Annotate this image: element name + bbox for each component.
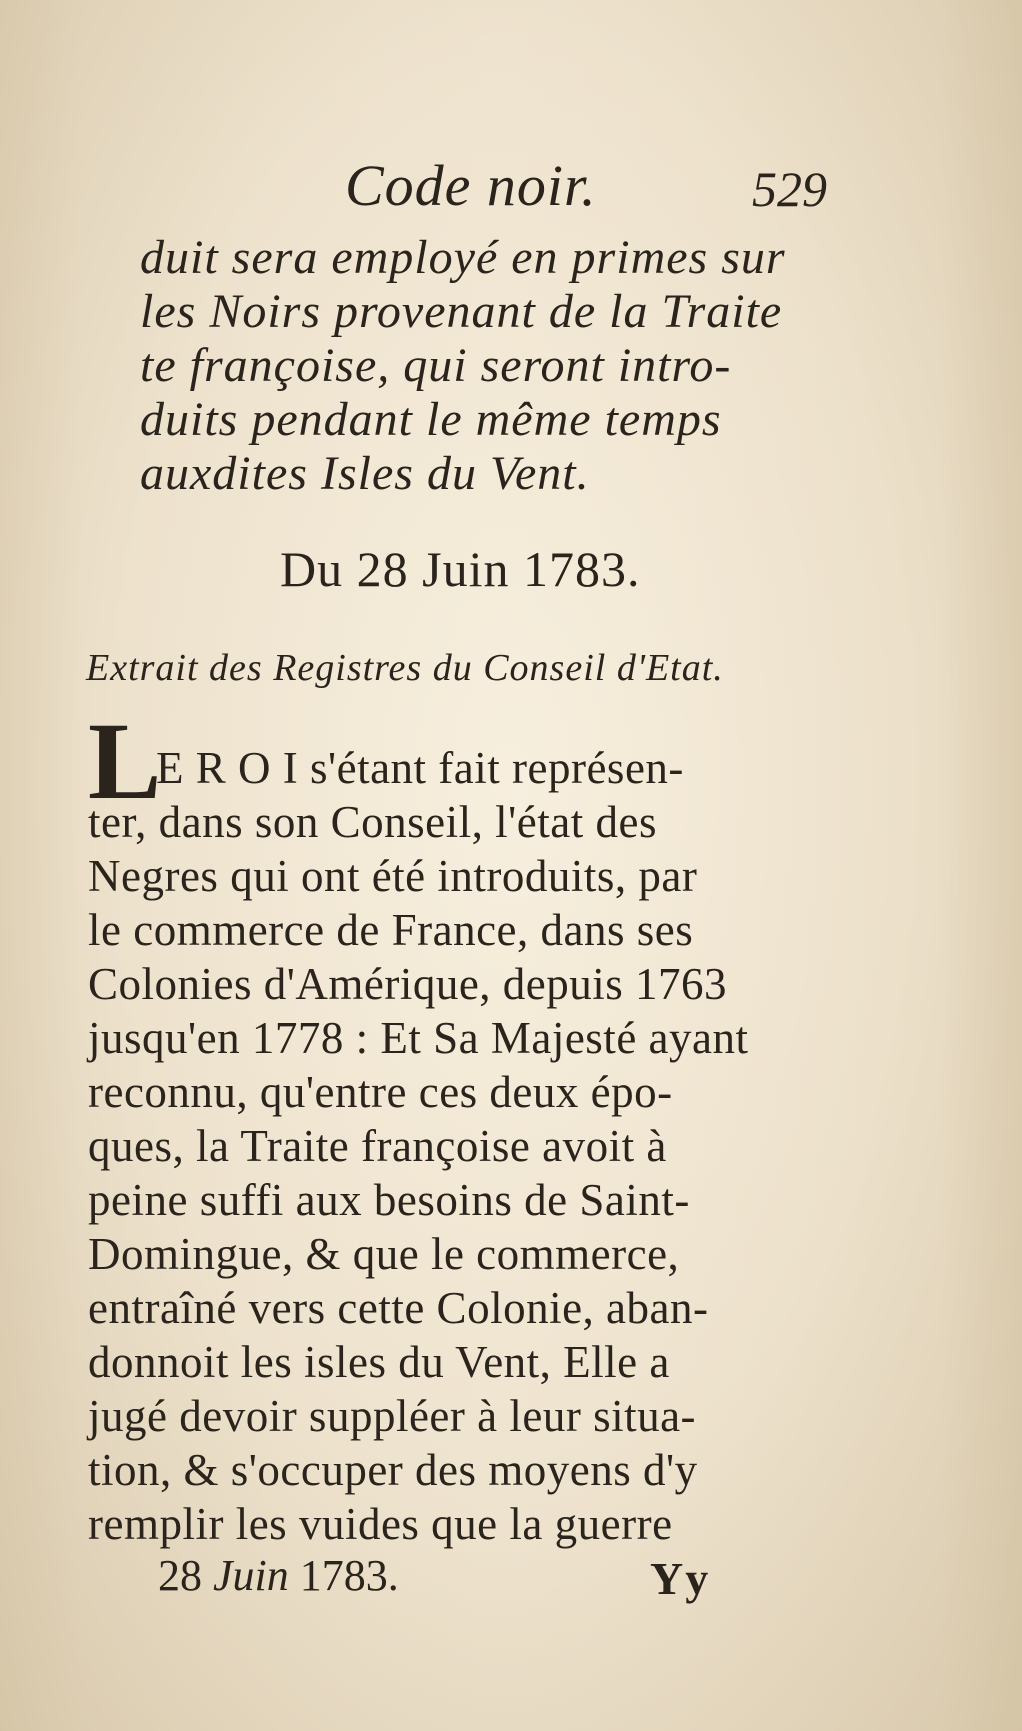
intro-line: duits pendant le même temps [140, 393, 722, 446]
footer-date-year: 1783. [299, 1551, 399, 1600]
footer-date [158, 1550, 399, 1601]
section-date-heading: Du 28 Juin 1783. [280, 541, 641, 597]
signature-mark: Yy [650, 1553, 711, 1604]
intro-line: te françoise, qui seront intro- [140, 339, 732, 392]
page-number: 529 [752, 161, 827, 217]
body-line: donnoit les isles du Vent, Elle a [88, 1337, 670, 1387]
body-line: ques, la Traite françoise avoit à [88, 1121, 667, 1171]
running-head-title: Code noir. [345, 153, 597, 218]
body-line: tion, & s'occuper des moyens d'y [88, 1445, 698, 1495]
extract-heading: Extrait des Registres du Conseil d'Etat. [86, 647, 724, 689]
body-line: jusqu'en 1778 : Et Sa Majesté ayant [88, 1013, 749, 1063]
body-line: remplir les vuides que la guerre [88, 1499, 673, 1549]
body-line: jugé devoir suppléer à leur situa- [88, 1391, 697, 1441]
intro-line: les Noirs provenant de la Traite [140, 285, 783, 338]
body-line: reconnu, qu'entre ces deux épo- [88, 1067, 673, 1117]
body-line: entraîné vers cette Colonie, aban- [88, 1283, 709, 1333]
body-line: ter, dans son Conseil, l'état des [88, 797, 657, 847]
intro-line: duit sera employé en primes sur [140, 231, 786, 284]
footer-date-day: 28 [158, 1551, 202, 1600]
body-line: Negres qui ont été introduits, par [88, 851, 698, 901]
body-line: peine suffi aux besoins de Saint- [88, 1175, 690, 1225]
drop-cap: L [88, 700, 162, 822]
body-line: Colonies d'Amérique, depuis 1763 [88, 959, 728, 1009]
footer-date-month: Juin [213, 1551, 289, 1600]
intro-line: auxdites Isles du Vent. [140, 447, 590, 500]
body-line: E R O I s'étant fait représen- [156, 743, 684, 793]
body-line: le commerce de France, dans ses [88, 905, 694, 955]
body-line: Domingue, & que le commerce, [88, 1229, 680, 1279]
